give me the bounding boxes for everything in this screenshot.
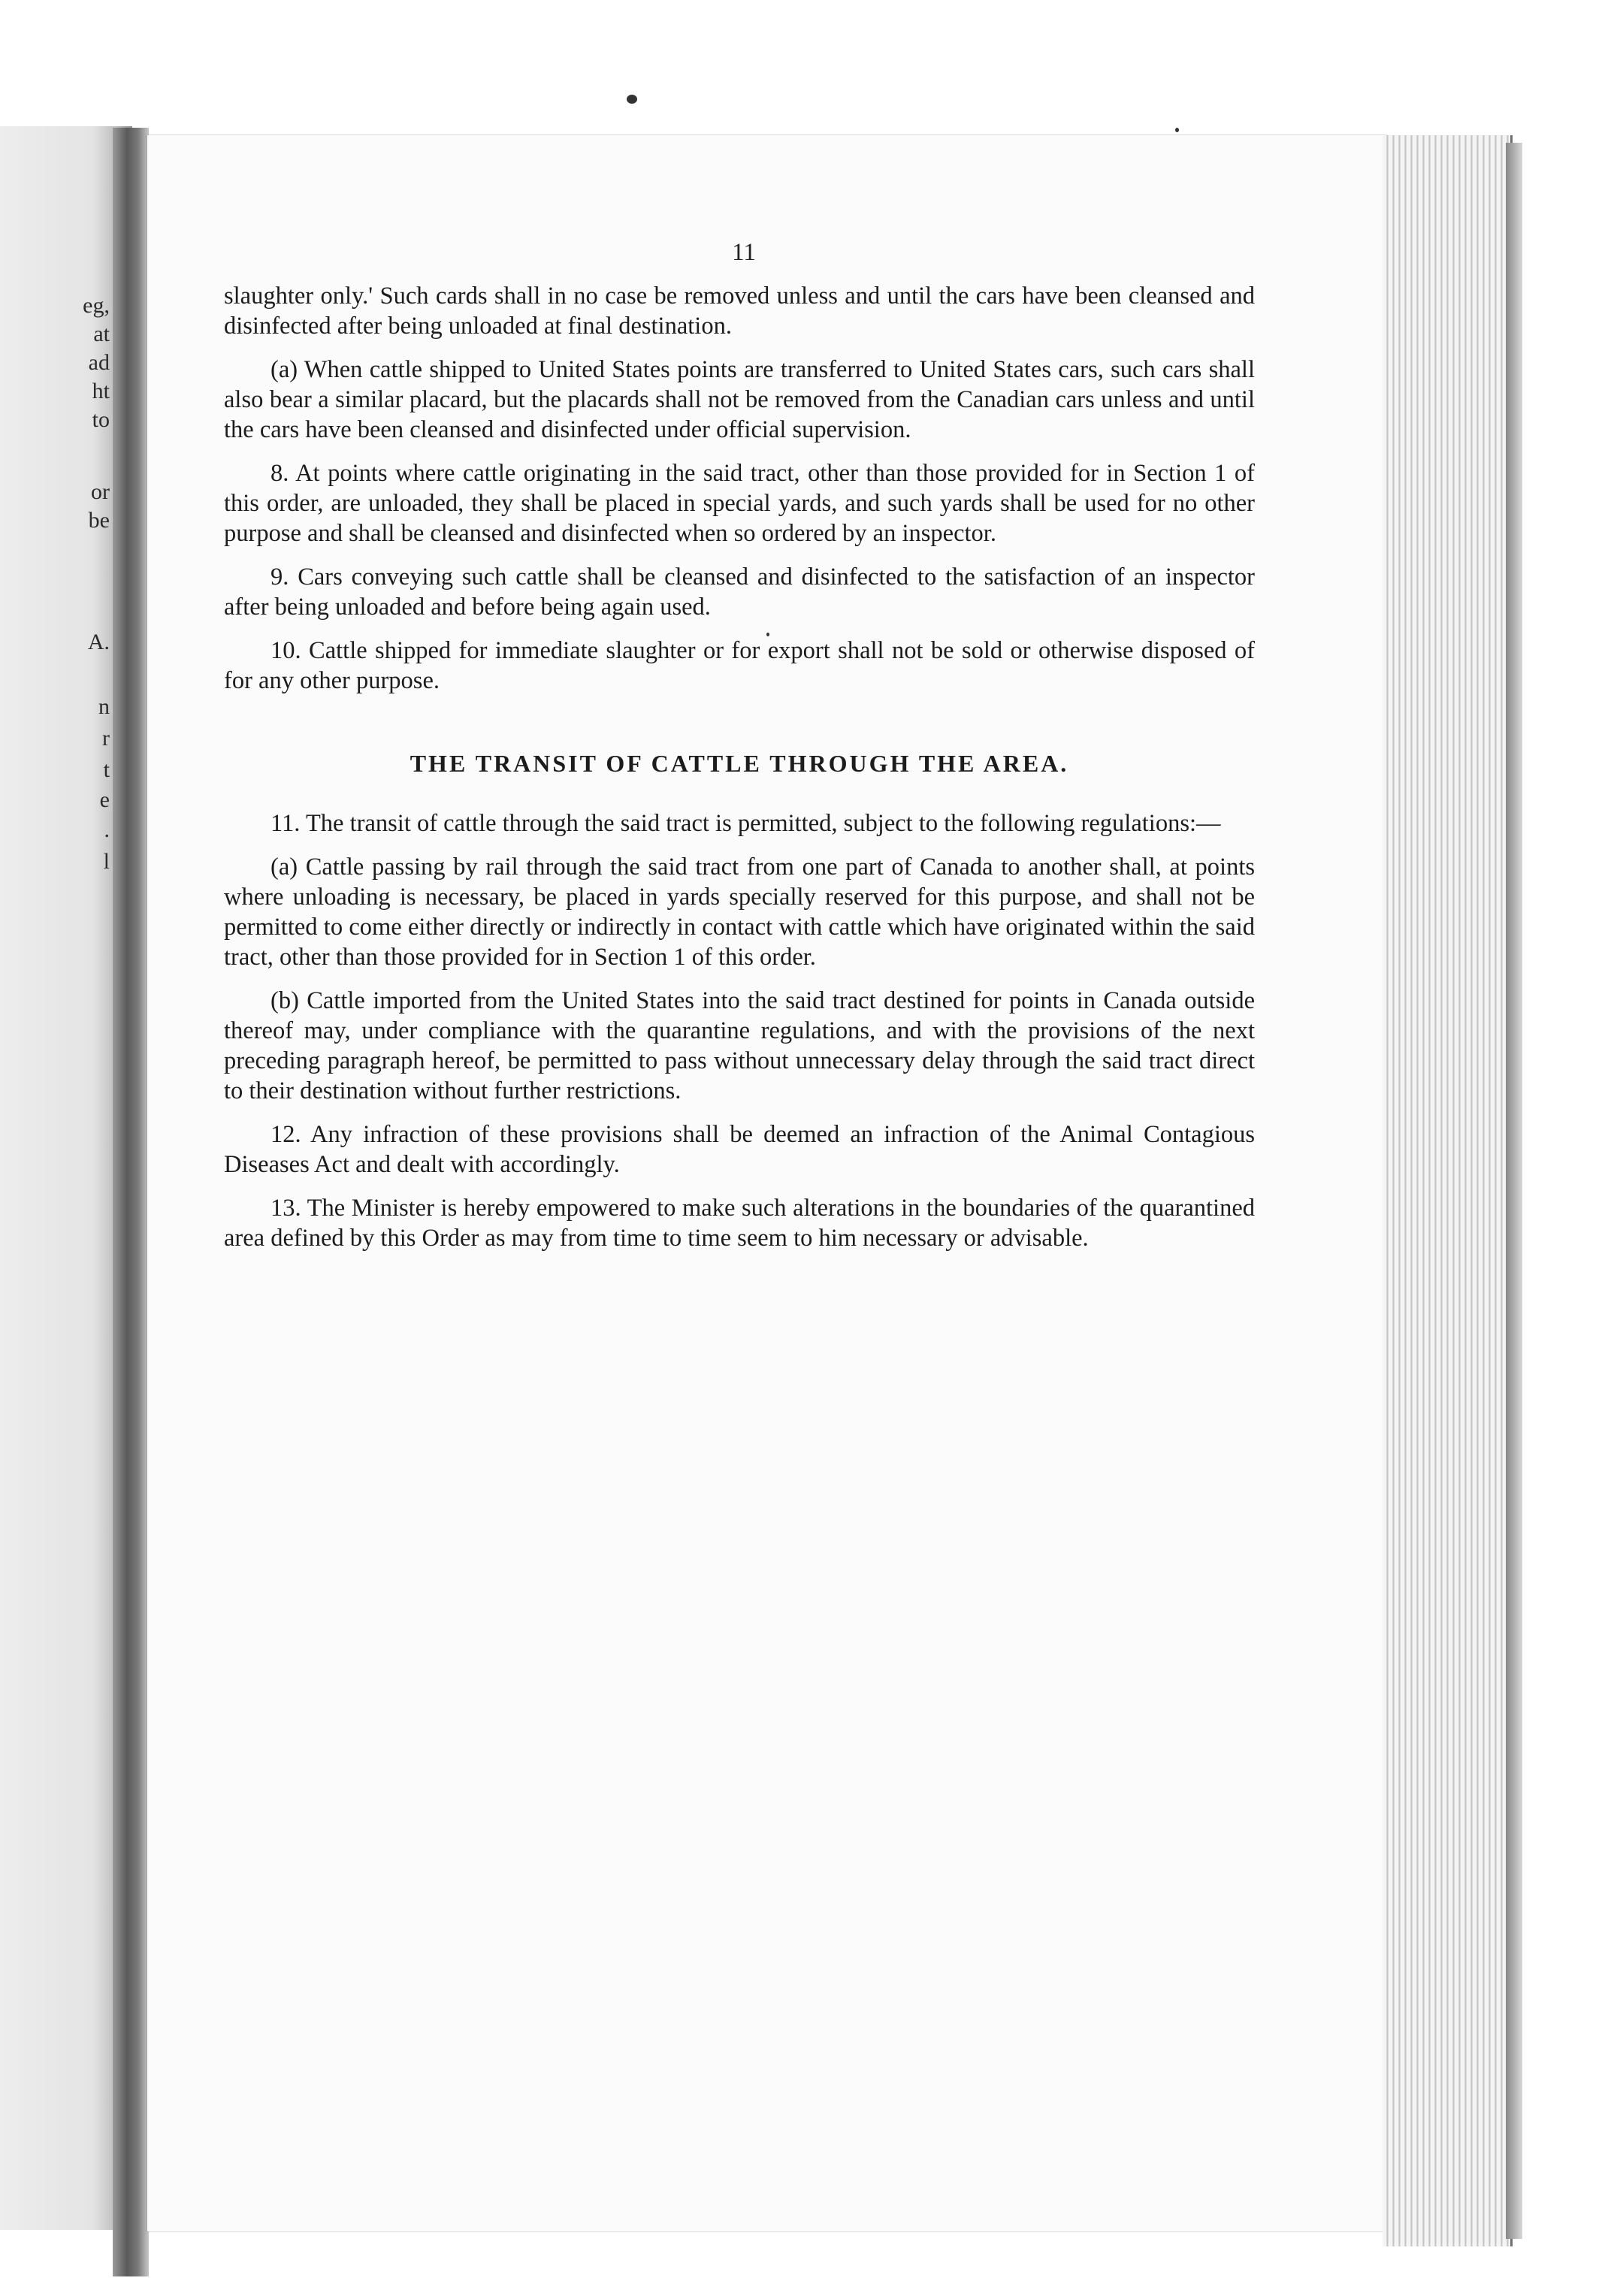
book-gutter [113,128,149,2276]
page-edges-shadow [1506,143,1522,2239]
paragraph: slaughter only.' Such cards shall in no case be removed unless and until the cars have been cleansed and disinfected after being unloaded at final destination. [224,282,1255,340]
dust-speck [1175,128,1179,132]
dust-speck [627,95,637,104]
paragraph: 10. Cattle shipped for immediate slaughter or for export shall not be sold or otherwise disposed of for any other purpose. [224,637,1255,694]
margin-fragment: t [103,757,110,782]
section-heading: THE TRANSIT OF CATTLE THROUGH THE AREA. [410,750,1069,777]
page-number: 11 [732,239,756,266]
paragraph: (a) When cattle shipped to United States points are transferred to United States cars, such cars shall also bear a similar placard, but the placards shall not be removed from the Canadian cars unless and until the cars have been cleansed and disinfected under official supervision. [224,356,1255,443]
paragraph: 9. Cars conveying such cattle shall be cleansed and disinfected to the satisfaction of an inspector after being unloaded and before being again used. [224,563,1255,621]
margin-fragment: eg, [83,293,110,318]
paragraph: (a) Cattle passing by rail through the said tract from one part of Canada to another shall, at points where unloading is necessary, be placed in yards specially reserved for this purpose, and shall not be permitted to come either directly or indirectly in contact with cattle which have originated within the said tract, other than those provided for in Section 1 of this order. [224,853,1255,971]
paragraph: 11. The transit of cattle through the said tract is permitted, subject to the following regulations:— [271,810,1221,837]
paragraph: 8. At points where cattle originating in the said tract, other than those provided for in Section 1 of this order, are unloaded, they shall be placed in special yards, and such yards shall be used for no other purpose and shall be cleansed and disinfected when so ordered by an inspector. [224,460,1255,547]
body-text [224,233,1255,1267]
margin-fragment: A. [87,630,110,654]
margin-fragment: to [92,407,110,432]
paragraph: 13. The Minister is hereby empowered to make such alterations in the boundaries of the quarantined area defined by this Order as may from time to time seem to him necessary or advisable. [224,1195,1255,1252]
margin-fragment: be [88,508,110,533]
paragraph: (b) Cattle imported from the United States into the said tract destined for points in Canada outside thereof may, under compliance with the quarantine regulations, and with the provisions of the next preceding paragraph hereof, be permitted to pass without unnecessary delay through the said tract direct to their destination without further restrictions. [224,987,1255,1104]
margin-fragment: at [93,322,110,346]
margin-fragment: n [98,694,110,719]
paragraph: 12. Any infraction of these provisions shall be deemed an infraction of the Animal Contagious Diseases Act and dealt with accordingly. [224,1121,1255,1178]
margin-fragment: ad [88,350,110,375]
margin-fragment: l [103,849,110,874]
margin-fragment: ht [92,379,110,403]
margin-fragment: r [102,726,110,751]
margin-fragment: e [99,787,110,812]
page-edges-stack [1383,135,1513,2246]
margin-fragment: . [104,817,110,842]
margin-fragment: or [91,479,110,504]
